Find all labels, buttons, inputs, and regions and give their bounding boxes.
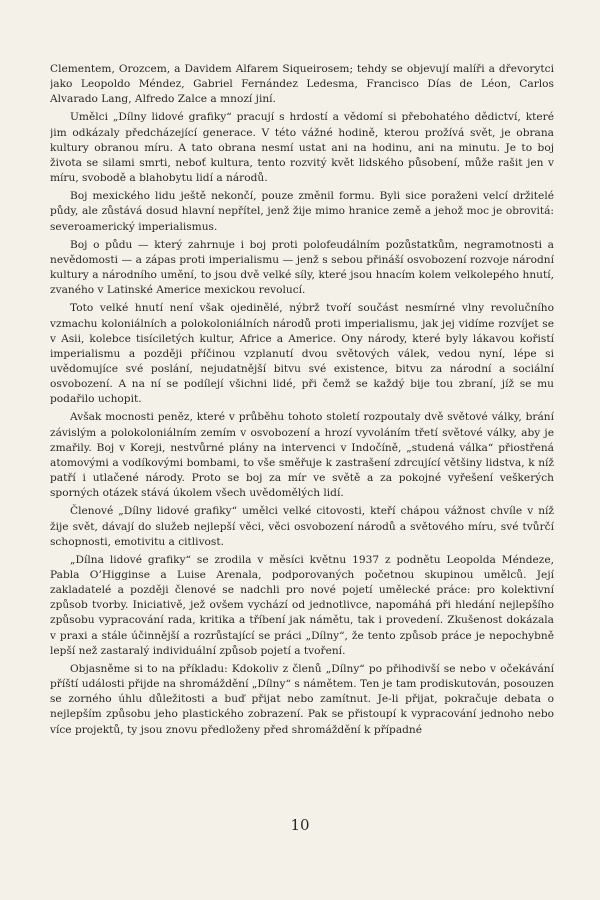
paragraph: Objasněme si to na příkladu: Kdokoliv z členů „Dílny“ po přihodivší se nebo v očekávání příští události přijde na shromáždění „Dílny“ s námětem. Ten je tam prodiskutován, posouzen se zorného úhlu důležitosti a buď přijat nebo zamítnut. Je-li přijat, pokračuje debata o nejlepším způsobu jeho plastického zobrazení. Pak se přistoupí k vypracování jednoho nebo více projektů, ty jsou znovu předloženy před shromáždění k případné <box>50 662 554 736</box>
paragraph: Umělci „Dílny lidové grafiky“ pracují s hrdostí a vědomí si přebohatého dědictví, které jim odkázaly předcházející generace. V této vážné hodině, kterou prožívá svět, je obrana kultury obranou míru. A tato obrana nesmí ustat ani na hodinu, ani na minutu. Je to boj života se silami smrti, neboť kultura, tento rozvitý květ lidského působení, může rašit jen v míru, svobodě a blahobytu lidí a národů. <box>50 111 554 185</box>
paragraph: Toto velké hnutí není však ojedinělé, nýbrž tvoří součást nesmírné vlny revolučního vzmachu koloniálních a polokoloniálních národů proti imperialismu, jak jej vidíme rozvíjet se v Asii, kolebce tisíciletých kultur, Africe a Americe. Ony národy, které byly lákavou kořistí imperialismu a později příčinou vzplanutí dvou světových válek, vedou nyní, lépe si uvědomujíce své poslání, nejudatnější bitvu své existence, bitvu za národní a sociální osvobození. A na ní se podílejí všichni lidé, při čemž se každý bije tou zbraní, jíž se mu podařilo uchopit. <box>50 302 554 406</box>
paragraph: Avšak mocnosti peněz, které v průběhu tohoto století rozpoutaly dvě světové války, brání závislým a polokoloniálním zemím v osvobození a hrozí vyvoláním třetí světové války, aby je zmařily. Boj v Koreji, nestvůrné plány na intervenci v Indočíně, „studená válka“ přiostřená atomovými a vodíkovými bombami, to vše směřuje k zastrašení zdrcující většiny lidstva, k níž patří i utlačené národy. Proto se boj za mír ve světě a za pokojné vyřešení veškerých sporných otázek stává úkolem všech uvědomělých lidí. <box>50 411 554 500</box>
page-number: 10 <box>290 816 310 834</box>
book-page-text <box>50 62 554 842</box>
paragraph: Členové „Dílny lidové grafiky“ umělci velké citovosti, kteří chápou vážnost chvíle v níž žije svět, dávají do služeb nejlepší věci, věci osvobození národů a světového míru, své tvůrčí schopnosti, emotivitu a citlivost. <box>50 505 554 548</box>
paragraph: Boj mexického lidu ještě nekončí, pouze změnil formu. Byli sice poraženi velcí držitelé půdy, ale zůstává dosud hlavní nepřítel, jenž žije mimo hranice země a jehož moc je obrovitá: severoamerický imperialismus. <box>50 190 554 233</box>
paragraph: Boj o půdu — který zahrnuje i boj proti polofeudálním pozůstatkům, negramotnosti a nevědomosti — a zápas proti imperialismu — jenž s sebou přináší osvobození rozvoje národní kultury a národního umění, to jsou dvě velké síly, které jsou hnacím kolem velkolepého hnutí, zvaného v Latinské Americe mexickou revolucí. <box>50 238 554 297</box>
paragraph: Clementem, Orozcem, a Davidem Alfarem Siqueirosem; tehdy se objevují malíři a dřevorytci jako Leopoldo Méndez, Gabriel Fernández Ledesma, Francisco Días de Léon, Carlos Alvarado Lang, Alfredo Zalce a mnozí jiní. <box>50 63 554 106</box>
paragraph: „Dílna lidové grafiky“ se zrodila v měsíci květnu 1937 z podnětu Leopolda Méndeze, Pabla O’Higginse a Luise Arenala, podporovaných početnou skupinou umělců. Její zakladatelé a později členové se nadchli pro nové pojetí umělecké práce: pro kolektivní způsob tvorby. Iniciativě, jež ovšem vychází od jednotlivce, napomáhá při hledání nejlepšího způsobu vypracování rada, kritika a tříbení jak námětu, tak i provedení. Zkušenost dokázala v praxi a stále účinnější a rozrůstající se práci „Dílny“, že tento způsob práce je nepochybně lepší než zastaralý individuální způsob pojetí a tvoření. <box>50 553 554 657</box>
